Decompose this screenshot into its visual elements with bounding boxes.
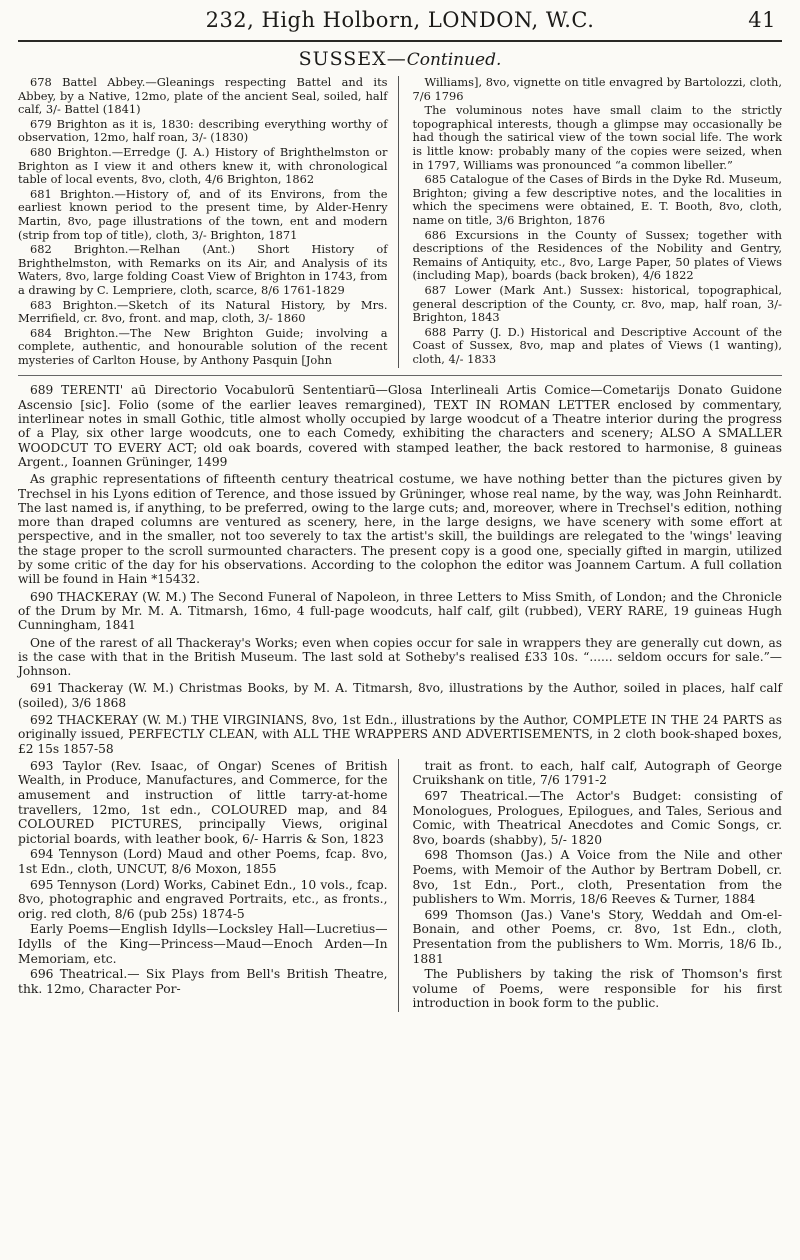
- list-item-note: One of the rarest of all Thackeray's Works; even when copies occur for sale in wrappers they are generally cut down, as is the case with that in the British Museum. The last sold at Sotheby's realised £33 10s. “...... seldom occurs for sale.”—Johnson.: [18, 635, 782, 679]
- header-rule: [18, 40, 782, 42]
- list-item: 694 Tennyson (Lord) Maud and other Poems, fcap. 8vo, 1st Edn., cloth, UNCUT, 8/6 Moxon, 1855: [18, 847, 388, 877]
- top-columns: [18, 76, 782, 368]
- list-item: 686 Excursions in the County of Sussex; together with descriptions of the Residences of the Nobility and Gentry, Remains of Antiquity, etc., 8vo, Large Paper, 50 plates of Views (including Map), boards (back broken), 4/6 1822: [412, 227, 782, 283]
- list-item: 691 Thackeray (W. M.) Christmas Books, by M. A. Titmarsh, 8vo, illustrations by the Author, soiled in places, half calf (soiled), 3/6 1868: [18, 681, 782, 710]
- list-item: 695 Tennyson (Lord) Works, Cabinet Edn., 10 vols., fcap. 8vo, photographic and engraved Portraits, etc., as fronts., orig. red cloth, 8/6 (pub 25s) 1874-5: [18, 877, 388, 921]
- list-item-note: Early Poems—English Idylls—Locksley Hall—Lucretius—Idylls of the King—Princess—Maud—Enoch Arden—In Memoriam, etc.: [18, 922, 388, 966]
- section-title: SUSSEX—: [298, 48, 407, 70]
- bottom-right-column: [413, 759, 783, 1012]
- section-divider: [18, 375, 782, 376]
- full-width-entries: [18, 383, 782, 755]
- list-item: trait as front. to each, half calf, Autograph of George Cruikshank on title, 7/6 1791-2: [412, 758, 782, 788]
- list-item: 690 THACKERAY (W. M.) The Second Funeral of Napoleon, in three Letters to Miss Smith, of London; and the Chronicle of the Drum by Mr. M. A. Titmarsh, 16mo, 4 full-page woodcuts, half calf, gilt (rubbed), VERY RARE, 19 guineas Hugh Cunningham, 1841: [18, 589, 782, 633]
- page-number: 41: [748, 8, 776, 32]
- section-heading: [18, 48, 782, 70]
- list-item: 692 THACKERAY (W. M.) THE VIRGINIANS, 8vo, 1st Edn., illustrations by the Author, COMPLETE IN THE 24 PARTS as originally issued, PERFECTLY CLEAN, with ALL THE WRAPPERS AND ADVERTISEMENTS, in 2 cloth book-shaped boxes, £2 15s 1857-58: [18, 713, 782, 756]
- list-item: 680 Brighton.—Erredge (J. A.) History of Brighthelmston or Brighton as I view it and others knew it, with chronological table of local events, 8vo, cloth, 4/6 Brighton, 1862: [18, 144, 388, 187]
- list-item-note: The voluminous notes have small claim to the strictly topographical interests, though a glimpse may occasionally be had though the satirical view of the town social life. The work is little know: probably many of the copies were seized, when in 1797, Williams was pronounced “a common libeller.”: [412, 103, 782, 172]
- section-continued: Continued.: [406, 50, 502, 70]
- list-item-note: As graphic representations of fifteenth century theatrical costume, we have nothing better than the pictures given by Trechsel in his Lyons edition of Terence, and those issued by Grüninger, whose real name, by the way, was John Reinhardt. The last named is, if anything, to be preferred, owing to the large cuts; and, moreover, where in Trechsel's edition, nothing more than draped columns are ventured as scenery, here, in the large designs, we have scenery with some effort at perspective, and in the smaller, not too severely to tax the artist's skill, the buildings are relegated to the 'wings' leaving the stage proper to the scroll surmounted characters. The present copy is a good one, specially gifted in margin, utilized by some critic of the day for his observations. According to the colophon the editor was Joannem Cartum. A full collation will be found in Hain *15432.: [18, 472, 782, 587]
- list-item: 697 Theatrical.—The Actor's Budget: consisting of Monologues, Prologues, Epilogues, and Tales, Serious and Comic, with Theatrical Anecdotes and Comic Songs, cr. 8vo, boards (shabby), 5/- 1820: [412, 789, 782, 847]
- page-title: 232, High Holborn, LONDON, W.C.: [205, 8, 595, 32]
- list-item: 681 Brighton.—History of, and of its Environs, from the earliest known period to the present time, by Alder-Henry Martin, 8vo, page illustrations of the town, ent and modern (strip from top of title), cloth, 3/- Brighton, 1871: [18, 186, 388, 242]
- list-item-note: The Publishers by taking the risk of Thomson's first volume of Poems, were responsible for his first introduction in book form to the public.: [412, 967, 782, 1011]
- list-item: 683 Brighton.—Sketch of its Natural History, by Mrs. Merrifield, cr. 8vo, front. and map, cloth, 3/- 1860: [18, 297, 388, 326]
- list-item: 682 Brighton.—Relhan (Ant.) Short History of Brighthelmston, with Remarks on its Air, and Analysis of its Waters, 8vo, large folding Coast View of Brighton in 1743, from a drawing by C. Lempriere, cloth, scarce, 8/6 1761-1829: [18, 242, 388, 297]
- list-item: Williams], 8vo, vignette on title envagred by Bartolozzi, cloth, 7/6 1796: [412, 75, 782, 103]
- list-item: 679 Brighton as it is, 1830: describing everything worthy of observation, 12mo, half roan, 3/- (1830): [18, 116, 388, 145]
- list-item: 688 Parry (J. D.) Historical and Descriptive Account of the Coast of Sussex, 8vo, map and plates of Views (1 wanting), cloth, 4/- 1833: [412, 324, 782, 366]
- bottom-left-column: [18, 759, 399, 1012]
- list-item: 693 Taylor (Rev. Isaac, of Ongar) Scenes of British Wealth, in Produce, Manufactures, and Commerce, for the amusement and instruction of little tarry-at-home travellers, 12mo, 1st edn., COLOURED map, and 84 COLOURED PICTURES, principally Views, original pictorial boards, with leather book, 6/- Harris & Son, 1823: [18, 758, 388, 846]
- list-item: 684 Brighton.—The New Brighton Guide; involving a complete, authentic, and honourable solution of the recent mysteries of Carlton House, by Anthony Pasquin [John: [18, 325, 388, 367]
- top-right-column: [413, 76, 783, 368]
- list-item: 685 Catalogue of the Cases of Birds in the Dyke Rd. Museum, Brighton; giving a few descriptive notes, and the localities in which the specimens were obtained, E. T. Booth, 8vo, cloth, name on title, 3/6 Brighton, 1876: [412, 172, 782, 227]
- list-item: 689 TERENTI' aū Directorio Vocabulorū Sententiarū—Glosa Interlineali Artis Comice—Cometarijs Donato Guidone Ascensio [sic]. Folio (some of the earlier leaves remargined), TEXT IN ROMAN LETTER enclosed by commentary, interlinear notes in small Gothic, title almost wholly occupied by large woodcut of a Theatre interior during the progress of a Play, six other large woodcuts, one to each Comedy, exhibiting the characters and scenery; ALSO A SMALLER WOODCUT TO EVERY ACT; old oak boards, covered with stamped leather, the back restored to harmonise, 8 guineas Argent., Ioannen Grüninger, 1499: [18, 383, 782, 469]
- bottom-columns: [18, 759, 782, 1012]
- list-item: 698 Thomson (Jas.) A Voice from the Nile and other Poems, with Memoir of the Author by Bertram Dobell, cr. 8vo, 1st Edn., Port., cloth, Presentation from the publishers to Wm. Morris, 18/6 Reeves & Turner, 1884: [412, 848, 782, 907]
- list-item: 687 Lower (Mark Ant.) Sussex: historical, topographical, general description of the County, cr. 8vo, map, half roan, 3/- Brighton, 1843: [412, 282, 782, 325]
- running-head: [18, 8, 782, 38]
- list-item: 696 Theatrical.— Six Plays from Bell's British Theatre, thk. 12mo, Character Por-: [18, 967, 388, 996]
- list-item: 699 Thomson (Jas.) Vane's Story, Weddah and Om-el-Bonain, and other Poems, cr. 8vo, 1st Edn., cloth, Presentation from the publishers to Wm. Morris, 18/6 Ib., 1881: [412, 907, 782, 966]
- top-left-column: [18, 76, 399, 368]
- list-item: 678 Battel Abbey.—Gleanings respecting Battel and its Abbey, by a Native, 12mo, plate of the ancient Seal, soiled, half calf, 3/- Battel (1841): [18, 75, 388, 117]
